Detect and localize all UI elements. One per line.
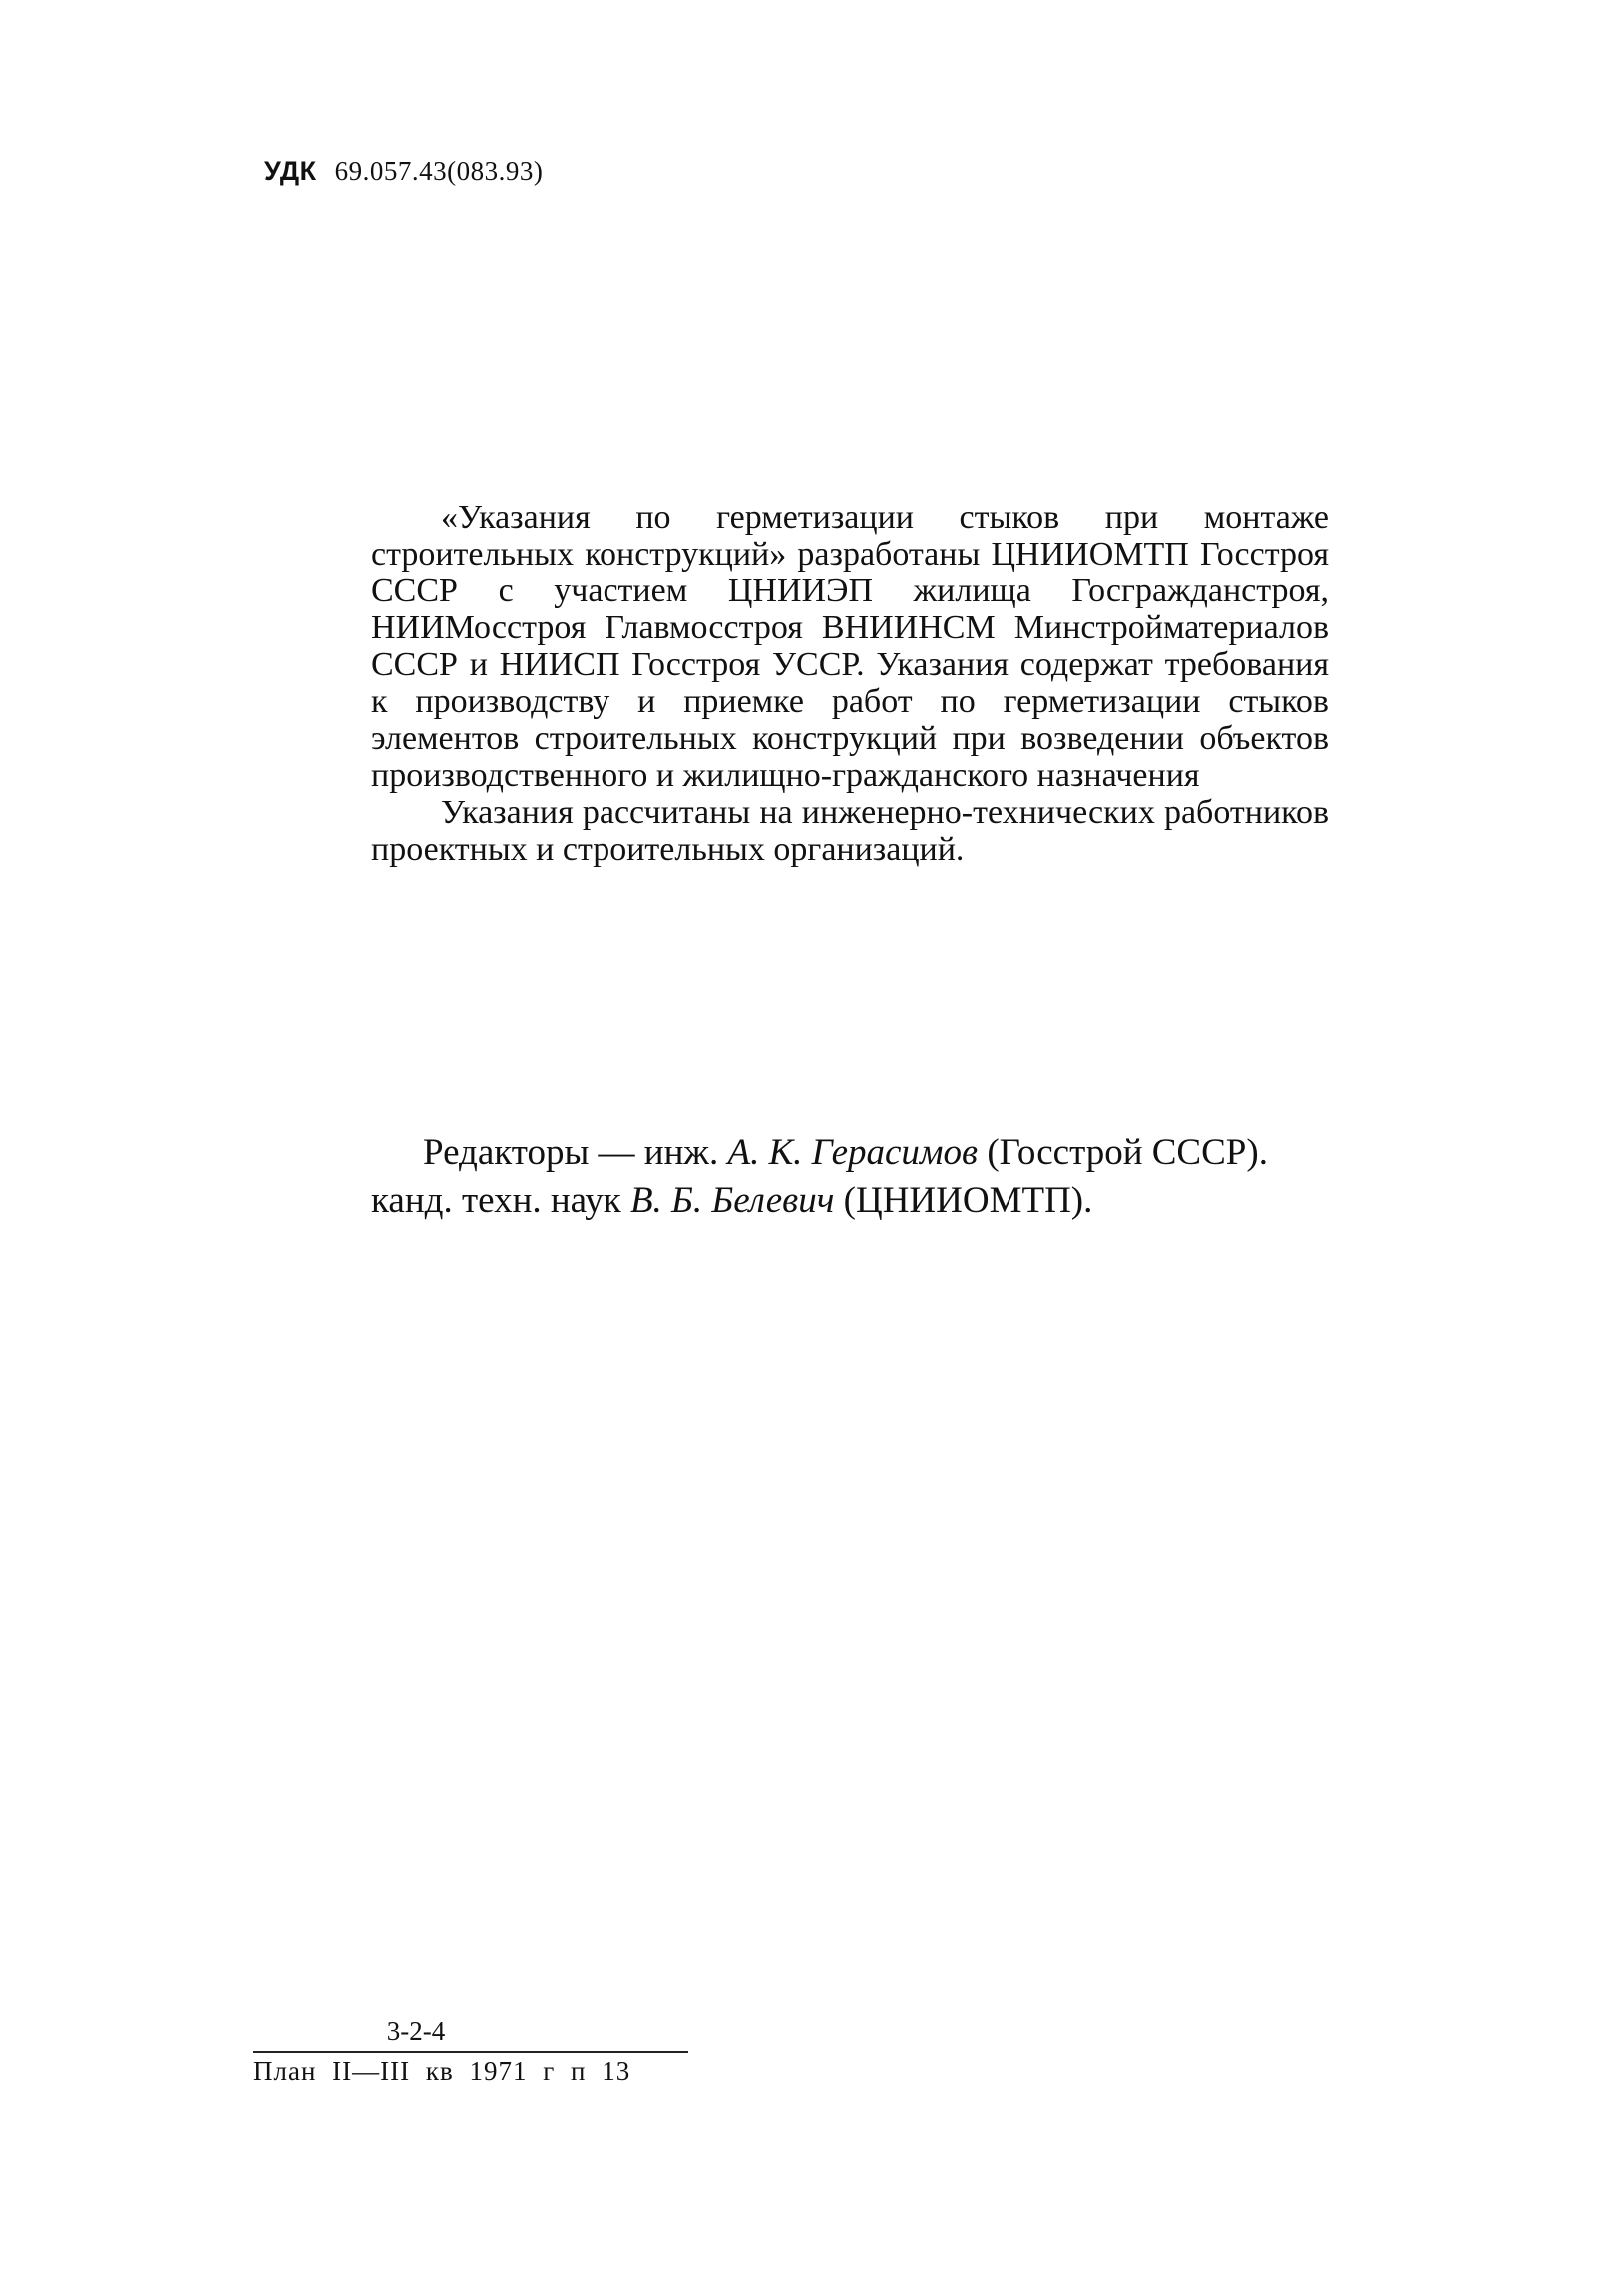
- udk-label: УДК: [264, 156, 317, 186]
- annotation-paragraph-2: Указания рассчитаны на инженерно-технических работников проектных и строительных организаций.: [371, 794, 1329, 868]
- editors-prefix: Редакторы — инж.: [423, 1132, 719, 1173]
- editors-block: [371, 1129, 1344, 1225]
- annotation-block: [371, 499, 1329, 868]
- imprint-code: 3-2-4: [386, 2016, 446, 2046]
- editor-2-title: канд. техн. наук: [371, 1180, 621, 1221]
- editor-1-org: (Госстрой СССР).: [987, 1132, 1268, 1173]
- udk-code: 69.057.43(083.93): [334, 156, 544, 186]
- editor-2-name: В. Б. Белевич: [629, 1180, 835, 1221]
- editors-line-1: [371, 1129, 1344, 1177]
- editors-line-2: [371, 1177, 1344, 1225]
- udk-line: [264, 156, 543, 187]
- editor-2-org: (ЦНИИОМТП).: [843, 1180, 1093, 1221]
- imprint-plan: План II—III кв 1971 г п 13: [253, 2056, 631, 2086]
- annotation-paragraph-1: «Указания по герметизации стыков при монтаже строительных конструкций» разработаны ЦНИИОМТП Госстроя СССР с участием ЦНИИЭП жилища Госгражданстроя, НИИМосстроя Главмосстроя ВНИИНСМ Минстройматериалов СССР и НИИСП Госстроя УССР. Указания содержат требования к производству и приемке работ по герметизации стыков элементов строительных конструкций при возведении объектов производственного и жилищно-гражданского назначения: [371, 499, 1329, 794]
- imprint-block: [253, 2015, 688, 2087]
- editor-1-name: А. К. Герасимов: [727, 1132, 979, 1173]
